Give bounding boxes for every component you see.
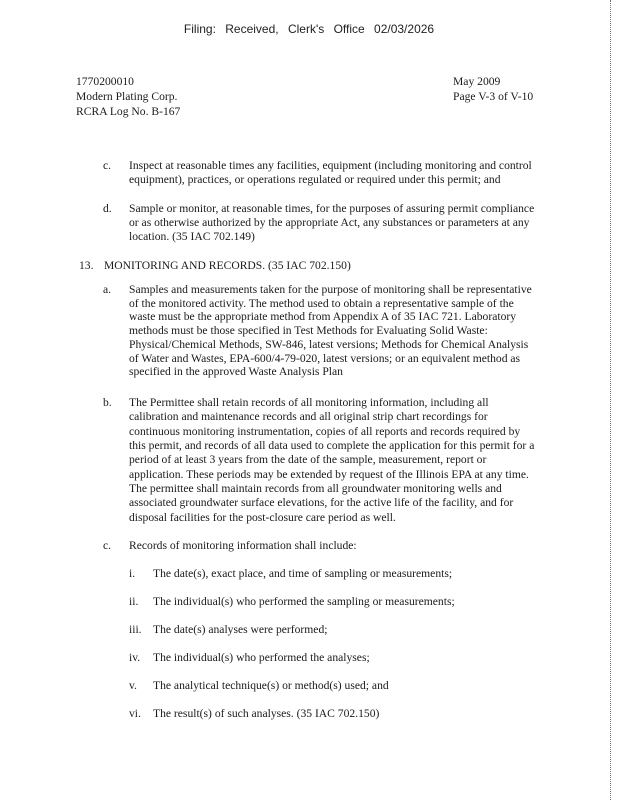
paragraph-line: calibration and maintenance records and all original strip chart recordings for: [129, 410, 488, 424]
paragraph-line: The result(s) of such analyses. (35 IAC 702.150): [153, 707, 380, 720]
paragraph-line: or as otherwise authorized by the appropriate Act, any substances or parameters at any: [129, 216, 530, 229]
paragraph-line: The individual(s) who performed the analyses;: [153, 651, 370, 664]
paragraph-line: specified in the approved Waste Analysis Plan: [129, 365, 343, 379]
item-label: 13.: [79, 259, 94, 272]
paragraph-line: disposal facilities for the post-closure care period as well.: [129, 510, 396, 524]
header-left: [76, 74, 180, 119]
item-label: c.: [103, 539, 112, 552]
section-heading: MONITORING AND RECORDS. (35 IAC 702.150): [104, 259, 351, 272]
header-right: [453, 74, 533, 104]
paragraph-line: Sample or monitor, at reasonable times, for the purposes of assuring permit compliance: [129, 202, 535, 215]
paragraph-line: Records of monitoring information shall include:: [129, 539, 357, 552]
filing-stamp: Filing: Received, Clerk's Office 02/03/2026: [183, 22, 435, 36]
paragraph-line: application. These periods may be extended by request of the Illinois EPA at any time.: [129, 467, 529, 481]
facility-name: Modern Plating Corp.: [76, 90, 178, 103]
paragraph-line: The Permittee shall retain records of all monitoring information, including all: [129, 396, 489, 409]
item-label: i.: [129, 567, 136, 580]
item-label: ii.: [129, 595, 139, 608]
paragraph-line: The permittee shall maintain records from all groundwater monitoring wells and: [129, 482, 502, 496]
paragraph-line: waste must be the appropriate method from Appendix A of 35 IAC 721. Laboratory: [129, 310, 517, 324]
paragraph-line: of the monitored activity. The method used to obtain a representative sample of the: [129, 296, 514, 310]
item-label: c.: [103, 159, 112, 172]
paragraph-line: methods must be those specified in Test Methods for Evaluating Solid Waste:: [129, 324, 488, 338]
document-date: May 2009: [453, 75, 501, 88]
paragraph-line: continuous monitoring instrumentation, copies of all reports and records required by: [129, 424, 521, 438]
scan-edge-line: [610, 0, 611, 800]
paragraph-line: equipment), practices, or operations regulated or required under this permit; and: [129, 173, 501, 186]
paragraph-line: Samples and measurements taken for the purpose of monitoring shall be representative: [129, 283, 532, 296]
paragraph-line: associated groundwater surface elevations, for the active life of the facility, and for: [129, 496, 514, 510]
item-label: d.: [103, 202, 112, 215]
paragraph-line: Inspect at reasonable times any facilities, equipment (including monitoring and control: [129, 159, 532, 172]
item-label: iv.: [129, 651, 141, 664]
paragraph-line: location. (35 IAC 702.149): [129, 230, 255, 243]
item-label: a.: [103, 283, 112, 296]
paragraph-line: The date(s) analyses were performed;: [153, 623, 328, 636]
log-number: RCRA Log No. B-167: [76, 105, 181, 118]
page-number: Page V-3 of V-10: [453, 90, 534, 103]
facility-id: 1770200010: [76, 75, 134, 88]
paragraph-line: this permit, and records of all data used to complete the application for this permit for a: [129, 439, 535, 453]
paragraph-line: The analytical technique(s) or method(s) used; and: [153, 679, 389, 692]
paragraph-line: Physical/Chemical Methods, SW-846, latest versions; Methods for Chemical Analysis: [129, 337, 529, 351]
paragraph-line: The date(s), exact place, and time of sampling or measurements;: [153, 567, 453, 580]
item-label: b.: [103, 396, 112, 409]
paragraph-line: of Water and Wastes, EPA-600/4-79-020, latest versions; or an equivalent method as: [129, 351, 521, 365]
item-label: vi.: [129, 707, 141, 720]
item-label: iii.: [129, 623, 142, 636]
item-label: v.: [129, 679, 137, 692]
paragraph-line: The individual(s) who performed the sampling or measurements;: [153, 595, 455, 608]
paragraph-line: period of at least 3 years from the date of the sample, measurement, report or: [129, 453, 487, 467]
